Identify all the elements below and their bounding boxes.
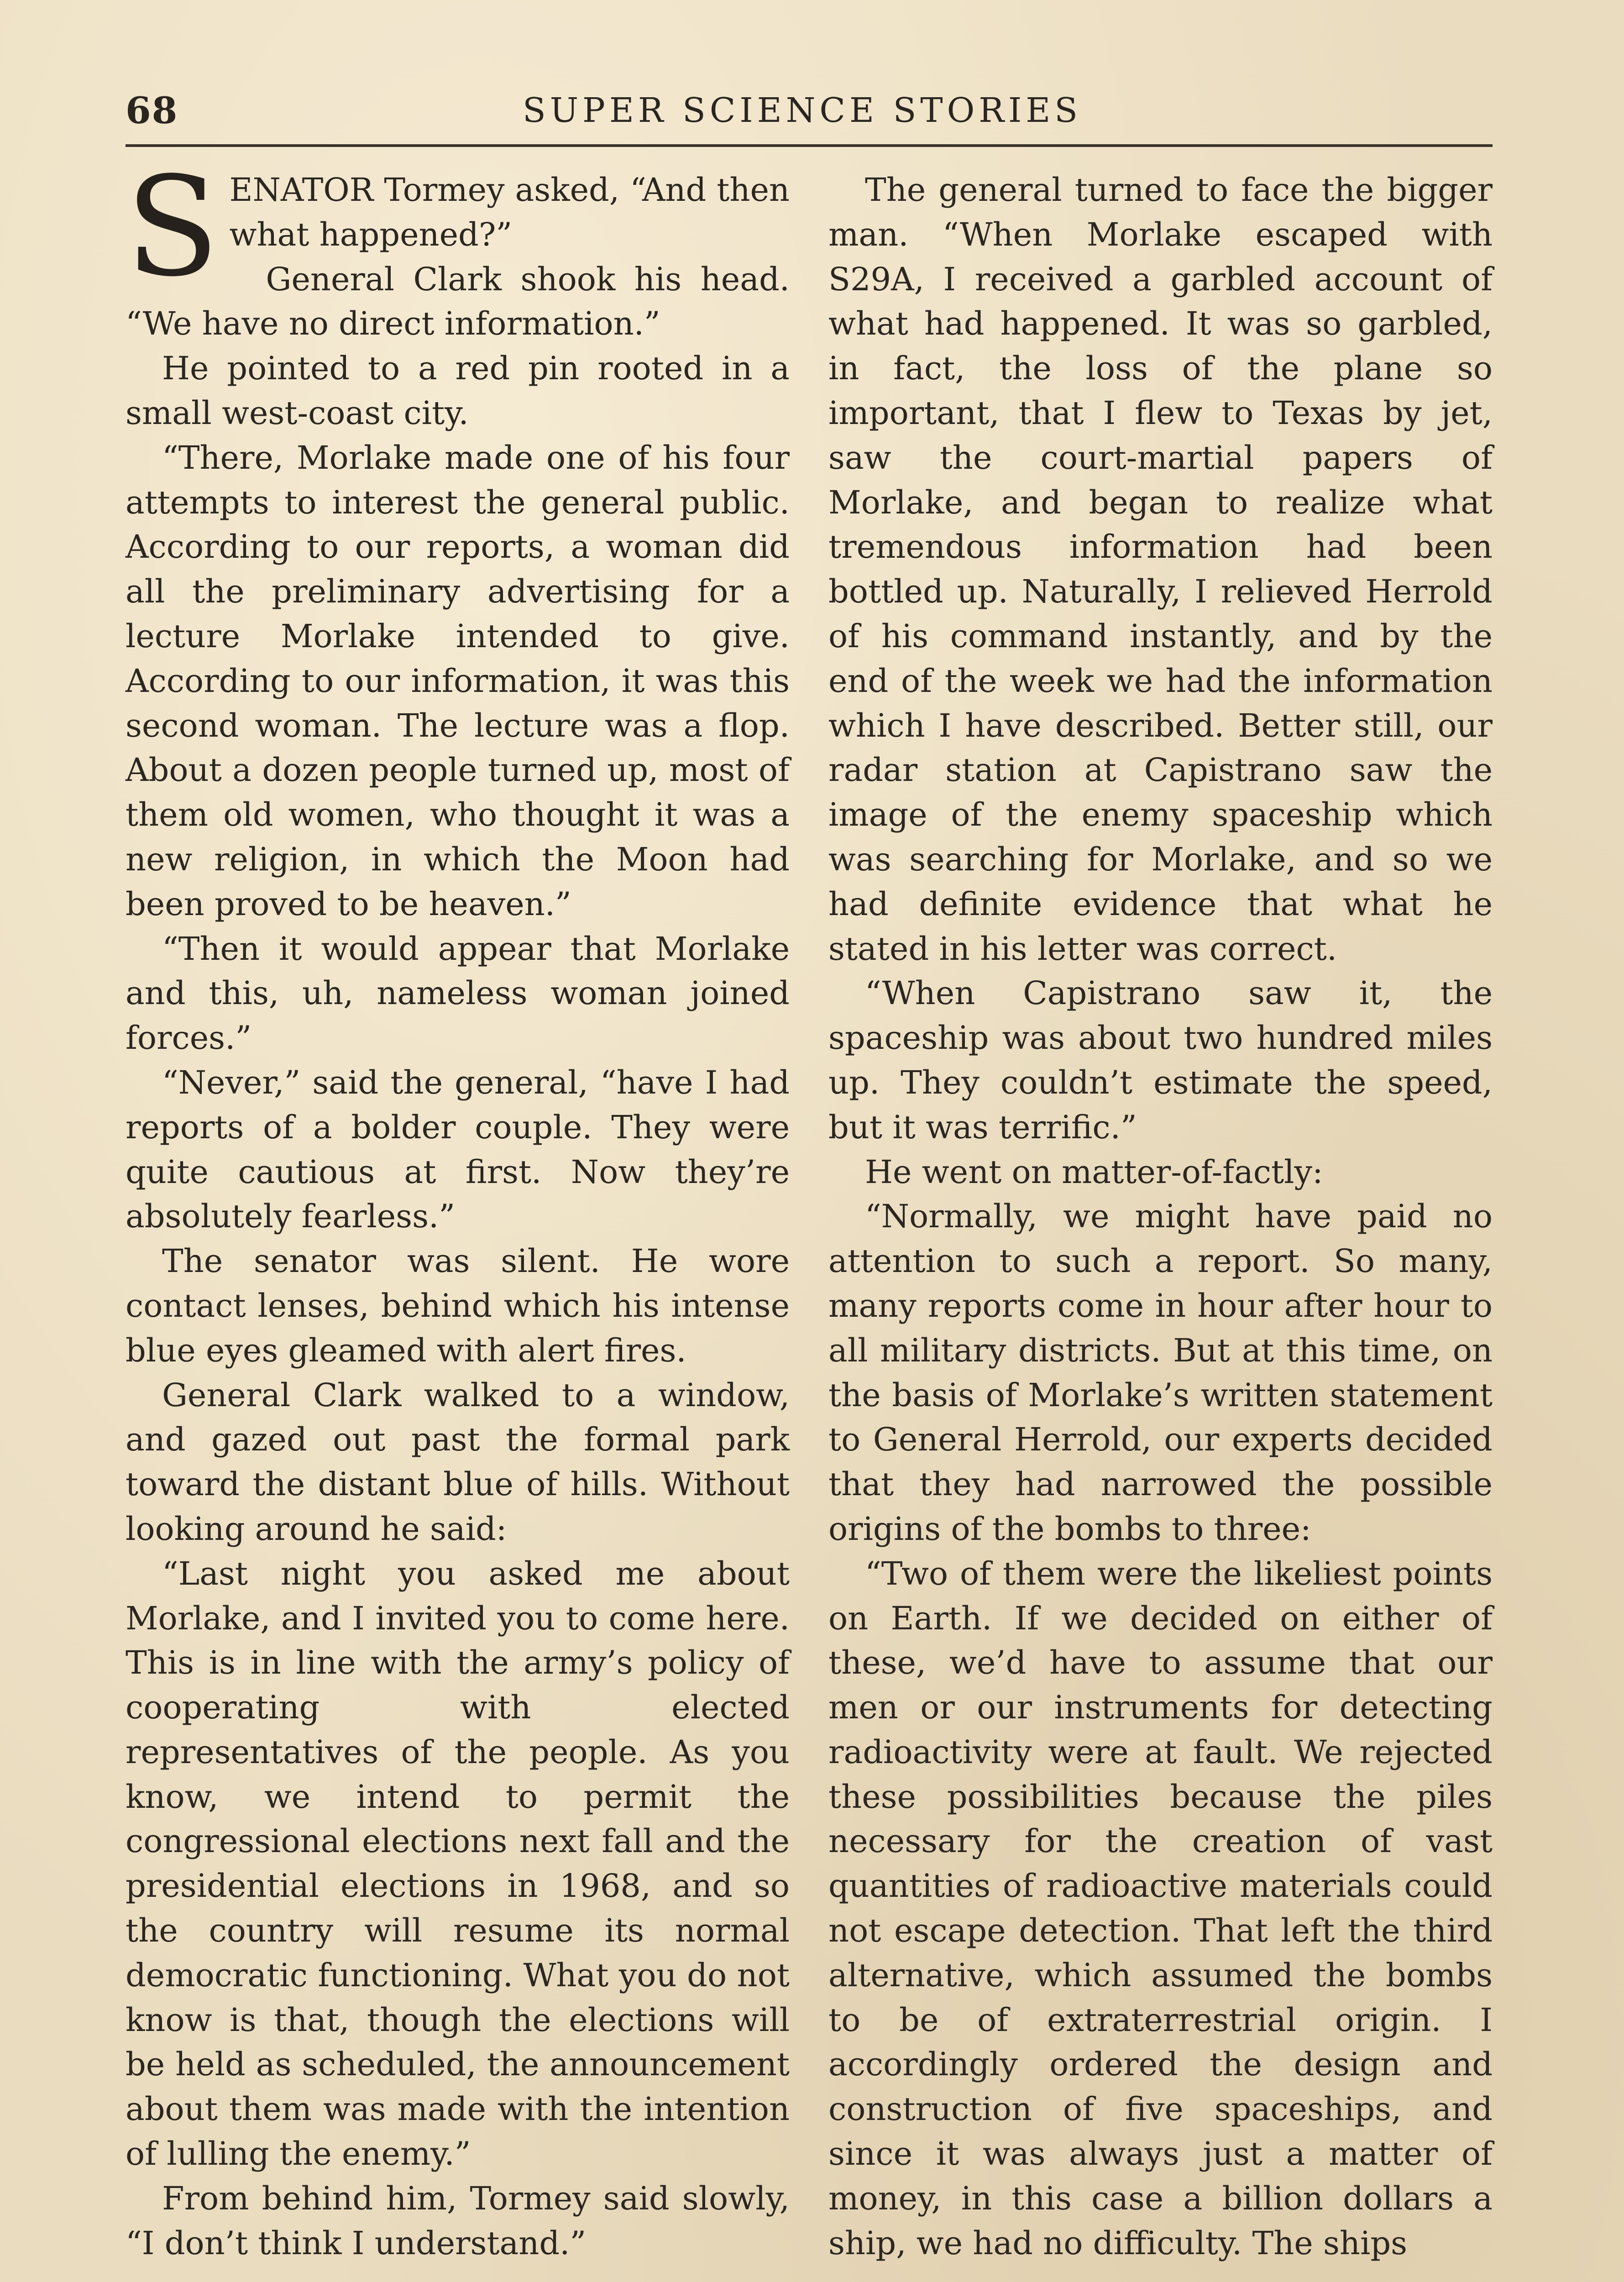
paragraph: “When Capistrano saw it, the spaceship was about two hundred miles up. They couldn’t estimate the speed, but it was terrific.” [828, 974, 1493, 1146]
paragraph: “Never,” said the general, “have I had reports of a bolder couple. They were quite cautious at first. Now they’re absolutely fearless.” [126, 1063, 790, 1235]
paragraph: “There, Morlake made one of his four attempts to interest the general public. According to our reports, a woman did all the preliminary advertising for a lecture Morlake intended to give. According to our information, it was this second woman. The lecture was a flop. About a dozen people turned up, most of them old women, who thought it was a new religion, in which the Moon had been proved to be heaven.” [126, 439, 790, 923]
paragraph: General Clark shook his head. “We have no direct information.” [126, 260, 790, 343]
running-title: SUPER SCIENCE STORIES [523, 91, 1082, 130]
paragraph: “Then it would appear that Morlake and this, uh, nameless woman joined forces.” [126, 930, 790, 1057]
paragraph: General Clark walked to a window, and gazed out past the formal park toward the distant blue of hills. Without looking around he said: [126, 1376, 790, 1548]
page-number: 68 [126, 89, 178, 132]
drop-cap: S [126, 147, 220, 307]
right-column [828, 168, 1493, 2266]
paragraph: The general turned to face the bigger man. “When Morlake escaped with S29A, I received a garbled account of what had happened. It was so garbled, in fact, the loss of the plane so important, that I flew to Texas by jet, saw the court-martial papers of Morlake, and began to realize what tremendous information had been bottled up. Naturally, I relieved Herrold of his command instantly, and by the end of the week we had the information which I have described. Better still, our radar station at Capistrano saw the image of the enemy spaceship which was searching for Morlake, and so we had definite evidence that what he stated in his letter was correct. [828, 171, 1493, 968]
left-column [126, 147, 790, 2266]
paragraph: “Normally, we might have paid no attention to such a report. So many, many reports come in hour after hour to all military districts. But at this time, on the basis of Morlake’s written statement to General Herrold, our experts decided that they had narrowed the possible origins of the bombs to three: [828, 1198, 1493, 1548]
paragraph: The senator was silent. He wore contact lenses, behind which his intense blue eyes gleamed with alert fires. [126, 1242, 790, 1369]
paragraph: He went on matter-of-factly: [865, 1153, 1323, 1191]
header-rule [126, 144, 1493, 147]
paragraph: “Last night you asked me about Morlake, and I invited you to come here. This is in line with the army’s policy of cooperating with elected representatives of the people. As you know, we intend to permit the congressional elections next fall and the presidential elections in 1968, and so the country will resume its normal democratic functioning. What you do not know is that, though the elections will be held as scheduled, the announcement about them was made with the intention of lulling the enemy.” [126, 1554, 790, 2173]
paragraph: “Two of them were the likeliest points on Earth. If we decided on either of these, we’d have to assume that our men or our instruments for detecting radioactivity were at fault. We rejected these possibilities because the piles necessary for the creation of vast quantities of radioactive materials could not escape detection. That left the third alternative, which assumed the bombs to be of extraterrestrial origin. I accordingly ordered the design and construction of five spaceships, and since it was always just a matter of money, in this case a billion dollars a ship, we had no difficulty. The ships [828, 1554, 1493, 2262]
page-header [126, 89, 1493, 144]
paragraph-text: ENATOR Tormey asked, “And then what happened?” [229, 171, 790, 253]
paragraph: From behind him, Tormey said slowly, “I don’t think I understand.” [126, 2179, 790, 2262]
paragraph: He pointed to a red pin rooted in a small west-coast city. [126, 350, 790, 432]
